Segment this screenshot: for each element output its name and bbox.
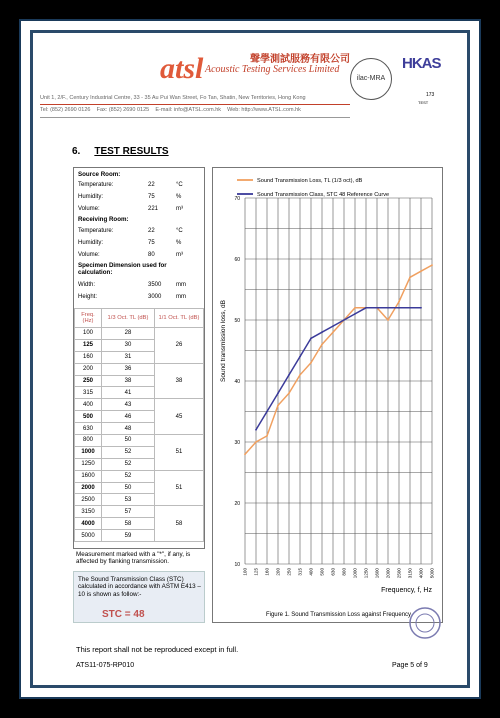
x-tick-label: 3150 [407, 568, 413, 579]
freq-cell: 4000 [75, 518, 102, 530]
tel: Tel: (852) 2690 0126 [40, 107, 91, 113]
x-tick-label: 500 [319, 568, 325, 576]
page-number: Page 5 of 9 [392, 662, 428, 669]
header-third-octave: 1/3 Oct. TL (dB) [102, 309, 155, 328]
data-point [343, 319, 345, 321]
x-tick-label: 400 [308, 568, 314, 576]
web: Web: http://www.ATSL.com.hk [227, 107, 301, 113]
tl-cell: 46 [102, 411, 155, 423]
data-point [376, 307, 378, 309]
x-tick-label: 2000 [385, 568, 391, 579]
footer-notice: This report shall not be reproduced except in full. [76, 645, 239, 654]
freq-cell: 630 [75, 423, 102, 435]
y-tick-label: 60 [234, 257, 240, 263]
series-line [245, 265, 432, 454]
freq-cell: 2500 [75, 494, 102, 506]
data-point [255, 441, 257, 443]
source-room-unit: °C [176, 182, 183, 188]
data-point [398, 307, 400, 309]
source-room-unit: % [176, 194, 182, 200]
data-point [420, 270, 422, 272]
tl-cell: 31 [102, 351, 155, 363]
specimen-value: 3500 [148, 282, 162, 288]
x-tick-label: 4000 [418, 568, 424, 579]
specimen-heading: Specimen Dimension used for calculation: [78, 262, 167, 276]
receiving-room-value: 80 [148, 252, 155, 258]
freq-cell: 1250 [75, 458, 102, 470]
receiving-room-value: 22 [148, 228, 155, 234]
data-point [365, 307, 367, 309]
source-room-label: Temperature: [78, 182, 114, 188]
data-point [266, 435, 268, 437]
source-room-value: 22 [148, 182, 155, 188]
company-address: Unit 1, 2/F., Century Industrial Centre, 33 - 35 Au Pui Wan Street, Fo Tan, Shatin, New Territories, Hong Kong [40, 95, 306, 101]
freq-cell: 3150 [75, 506, 102, 518]
header-rule [40, 104, 350, 105]
x-tick-label: 1000 [352, 568, 358, 579]
x-axis-label: Frequency, f, Hz [381, 587, 432, 594]
x-tick-label: 125 [253, 568, 259, 576]
receiving-room-unit: % [176, 240, 182, 246]
data-point [288, 392, 290, 394]
chart-panel [212, 167, 443, 623]
freq-cell: 5000 [75, 530, 102, 542]
y-tick-label: 70 [234, 196, 240, 202]
y-axis-label: Sound transmission loss, dB [220, 299, 227, 383]
receiving-room-label: Temperature: [78, 228, 114, 234]
data-point [354, 307, 356, 309]
freq-cell: 800 [75, 435, 102, 447]
data-point [321, 344, 323, 346]
fax: Fax: (852) 2690 0125 [96, 107, 150, 113]
data-point [310, 337, 312, 339]
data-point [277, 392, 279, 394]
tl-cell: 36 [102, 363, 155, 375]
data-point [332, 325, 334, 327]
receiving-room-value: 75 [148, 240, 155, 246]
source-room-label: Volume: [78, 206, 100, 212]
x-tick-label: 250 [286, 568, 292, 576]
y-tick-label: 20 [234, 501, 240, 507]
y-tick-label: 10 [234, 562, 240, 568]
data-point [321, 331, 323, 333]
x-tick-label: 160 [264, 568, 270, 576]
legend-label: Sound Transmission Class, STC 48 Reference Curve [257, 192, 390, 198]
freq-cell: 250 [75, 375, 102, 387]
header-freq: Freq. (Hz) [75, 309, 102, 328]
data-point [409, 307, 411, 309]
company-chinese-name: 聲學測試服務有限公司 [250, 54, 350, 65]
svg-text:atsl: atsl [160, 52, 204, 85]
stc-value: STC = 48 [102, 609, 145, 620]
stc-note: The Sound Transmission Class (STC) calculated in accordance with ASTM E413 – 10 is shown as follow:- [78, 576, 201, 598]
source-room-value: 75 [148, 194, 155, 200]
email: E-mail: info@ATSL.com.hk [155, 107, 222, 113]
x-tick-label: 1250 [363, 568, 369, 579]
tl-cell: 28 [102, 328, 155, 340]
table-row [75, 363, 204, 375]
receiving-room-unit: m³ [176, 252, 183, 258]
receiving-room-heading: Receiving Room: [78, 216, 129, 223]
freq-cell: 1600 [75, 470, 102, 482]
receiving-room-unit: °C [176, 228, 183, 234]
tl-cell: 53 [102, 494, 155, 506]
data-point [244, 453, 246, 455]
octave-cell: 58 [155, 506, 204, 542]
specimen-unit: mm [176, 294, 186, 300]
octave-cell: 45 [155, 399, 204, 435]
freq-cell: 125 [75, 339, 102, 351]
x-tick-label: 200 [275, 568, 281, 576]
tl-cell: 52 [102, 458, 155, 470]
data-point [277, 405, 279, 407]
tl-cell: 48 [102, 423, 155, 435]
company-contact [40, 107, 301, 113]
tl-cell: 30 [102, 339, 155, 351]
data-point [387, 307, 389, 309]
specimen-label: Width: [78, 282, 96, 288]
data-point [288, 374, 290, 376]
tl-cell: 58 [102, 518, 155, 530]
receiving-room-label: Volume: [78, 252, 100, 258]
octave-cell: 26 [155, 328, 204, 364]
octave-cell: 38 [155, 363, 204, 399]
tl-cell: 52 [102, 446, 155, 458]
table-row [75, 399, 204, 411]
tl-cell: 50 [102, 482, 155, 494]
specimen-label: Height: [78, 294, 98, 300]
y-tick-label: 50 [234, 318, 240, 324]
table-row [75, 470, 204, 482]
y-tick-label: 30 [234, 440, 240, 446]
source-room-label: Humidity: [78, 194, 104, 200]
data-point [398, 301, 400, 303]
section-title: TEST RESULTS [94, 146, 169, 157]
freq-cell: 315 [75, 387, 102, 399]
source-room-heading: Source Room: [78, 171, 121, 178]
legend-label: Sound Transmission Loss, TL (1/3 oct), dB [257, 178, 363, 184]
flanking-note: Measurement marked with a "*", if any, is affected by flanking transmission. [76, 551, 191, 565]
freq-cell: 1000 [75, 446, 102, 458]
tl-cell: 57 [102, 506, 155, 518]
source-room-unit: m³ [176, 206, 183, 212]
data-point [255, 429, 257, 431]
source-room-value: 221 [148, 206, 159, 212]
x-tick-label: 2500 [396, 568, 402, 579]
report-number: ATS11-075-RP010 [76, 662, 135, 669]
freq-cell: 500 [75, 411, 102, 423]
freq-cell: 100 [75, 328, 102, 340]
tl-cell: 59 [102, 530, 155, 542]
tl-cell: 52 [102, 470, 155, 482]
data-point [299, 374, 301, 376]
data-point [420, 307, 422, 309]
octave-cell: 51 [155, 435, 204, 471]
hkas-logo: HKAS 173 TEST [402, 55, 441, 105]
y-tick-label: 40 [234, 379, 240, 385]
tl-cell: 43 [102, 399, 155, 411]
test-conditions-panel [73, 167, 205, 549]
chart-caption: Figure 1. Sound Transmission Loss against Frequency [265, 612, 412, 618]
specimen-unit: mm [176, 282, 186, 288]
header-octave: 1/1 Oct. TL (dB) [155, 309, 204, 328]
specimen-value: 3000 [148, 294, 162, 300]
table-row [75, 506, 204, 518]
table-row [75, 435, 204, 447]
data-point [431, 264, 433, 266]
data-point [409, 276, 411, 278]
data-point [387, 319, 389, 321]
stc-box [73, 571, 205, 623]
header-rule-2 [40, 117, 350, 118]
data-point [299, 356, 301, 358]
section-heading [72, 146, 169, 157]
freq-cell: 160 [75, 351, 102, 363]
x-tick-label: 100 [242, 568, 248, 576]
x-tick-label: 315 [297, 568, 303, 576]
x-tick-label: 630 [330, 568, 336, 576]
tl-cell: 41 [102, 387, 155, 399]
data-point [332, 331, 334, 333]
tl-cell: 50 [102, 435, 155, 447]
freq-cell: 400 [75, 399, 102, 411]
company-stamp [408, 606, 442, 640]
company-english-name: Acoustic Testing Services Limited [205, 64, 340, 75]
data-point [354, 313, 356, 315]
data-point [266, 411, 268, 413]
tl-table [74, 308, 204, 542]
tl-cell: 38 [102, 375, 155, 387]
tl-chart [213, 168, 442, 622]
octave-cell: 51 [155, 470, 204, 506]
freq-cell: 2000 [75, 482, 102, 494]
table-row [75, 328, 204, 340]
x-tick-label: 5000 [429, 568, 435, 579]
freq-cell: 200 [75, 363, 102, 375]
x-tick-label: 800 [341, 568, 347, 576]
data-point [310, 362, 312, 364]
x-tick-label: 1600 [374, 568, 380, 579]
section-number: 6. [72, 146, 81, 157]
receiving-room-label: Humidity: [78, 240, 104, 246]
ilac-mra-logo: ilac-MRA [350, 58, 392, 100]
